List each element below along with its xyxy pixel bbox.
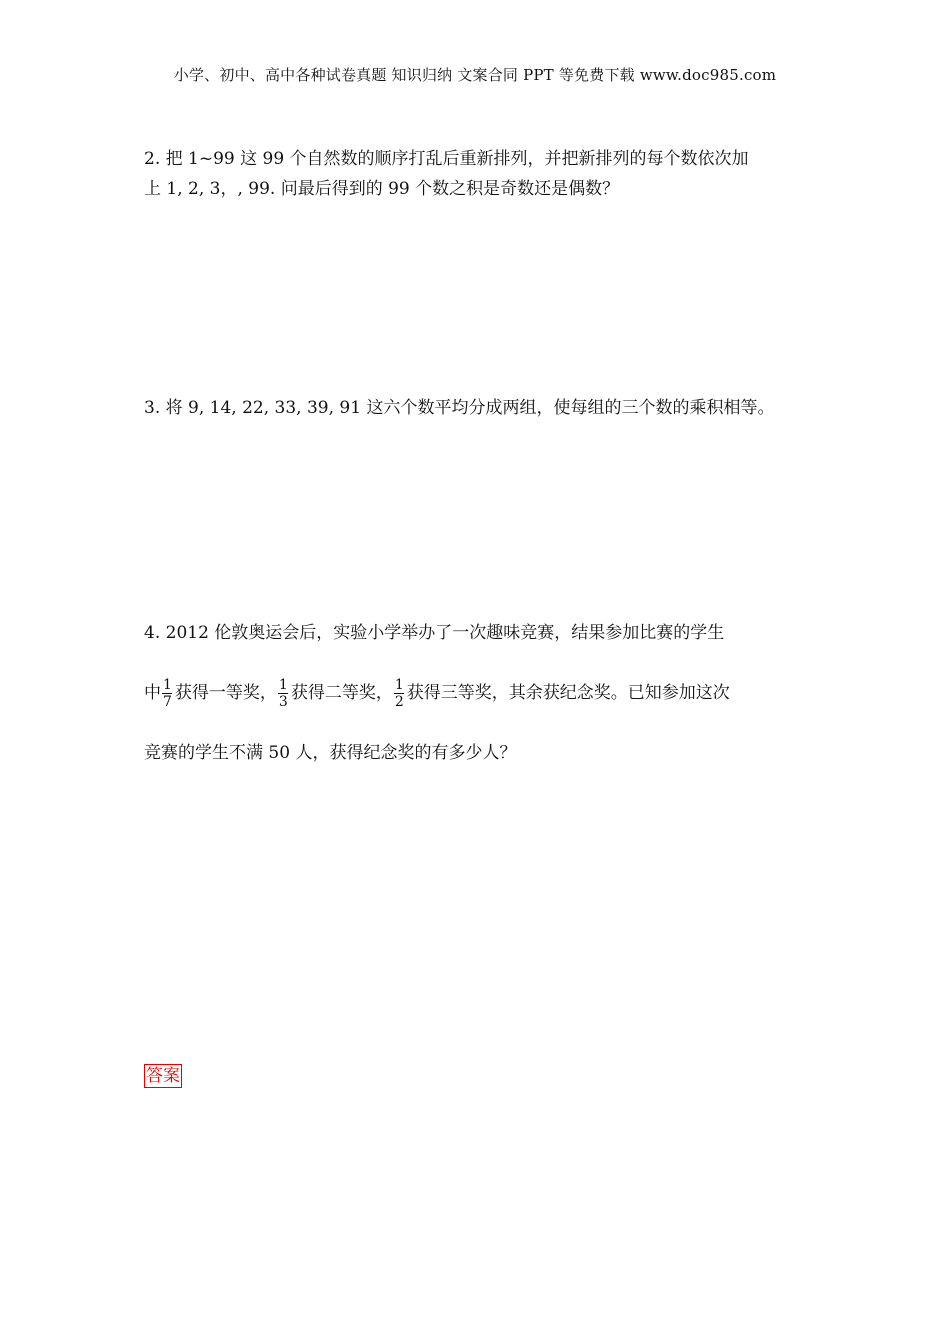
question-2 <box>144 144 809 204</box>
question-3-text: 3. 将 9, 14, 22, 33, 39, 91 这六个数平均分成两组，使每组的三个数的乘积相等。 <box>144 398 775 418</box>
fraction-numerator: 1 <box>163 677 172 693</box>
question-4-second-prize-text: 获得二等奖， <box>290 683 393 703</box>
question-4-line-3: 竞赛的学生不满 50 人，获得纪念奖的有多少人？ <box>144 743 517 763</box>
page-header: 小学、初中、高中各种试卷真题 知识归纳 文案合同 PPT 等免费下载 www.doc985.com <box>173 66 777 84</box>
question-4-line-2-prefix: 中 <box>144 683 161 703</box>
fraction-numerator: 1 <box>394 677 404 693</box>
question-3 <box>144 393 809 423</box>
question-4-third-prize-text: 获得三等奖，其余获纪念奖。已知参加这次 <box>406 683 730 703</box>
fraction-numerator: 1 <box>278 677 288 693</box>
question-2-line-2: 上 1, 2, 3，, 99. 问最后得到的 99 个数之积是奇数还是偶数？ <box>144 179 620 199</box>
fraction-one-third <box>278 677 289 710</box>
question-4-first-prize-text: 获得一等奖， <box>174 683 277 703</box>
answer-link[interactable]: 答案 <box>146 1066 180 1086</box>
fraction-one-half <box>394 677 405 710</box>
question-4 <box>144 603 809 783</box>
fraction-denominator: 7 <box>163 694 172 710</box>
fraction-denominator: 3 <box>278 694 288 710</box>
question-4-line-2 <box>144 663 809 723</box>
question-2-line-1: 2. 把 1~99 这 99 个自然数的顺序打乱后重新排列，并把新排列的每个数依次加 <box>144 149 749 169</box>
question-4-line-1: 4. 2012 伦敦奥运会后，实验小学举办了一次趣味竞赛，结果参加比赛的学生 <box>144 623 725 643</box>
fraction-denominator: 2 <box>394 694 404 710</box>
fraction-one-seventh <box>162 677 173 710</box>
